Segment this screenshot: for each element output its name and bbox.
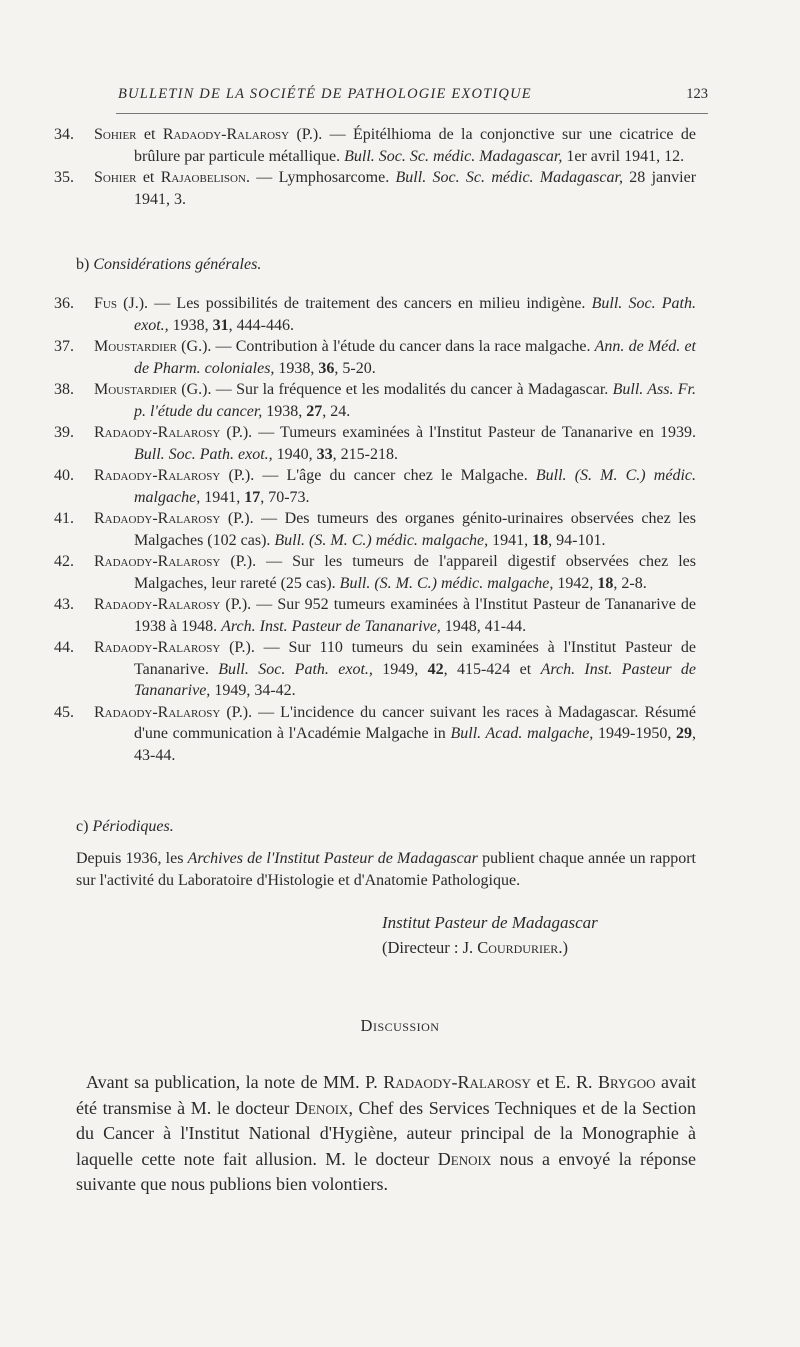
- signature-director: [382, 938, 568, 958]
- text-run: 18: [532, 531, 549, 549]
- text-run: Arch. Inst. Pasteur de Tananarive,: [134, 660, 697, 699]
- text-run: , 444-446.: [228, 316, 294, 334]
- text-run: Ann. de Méd. et de Pharm. coloniales,: [134, 338, 696, 377]
- reference-number: 42.: [54, 553, 74, 570]
- subheading-c: [76, 818, 174, 836]
- reference-item: [54, 336, 696, 379]
- text-run: Moustardier: [94, 381, 178, 398]
- text-run: 29: [676, 725, 693, 742]
- reference-item: [54, 551, 696, 594]
- reference-list-a: [54, 124, 696, 210]
- text-run: Radaody-Ralarosy: [94, 703, 221, 721]
- text-run: Radaody-Ralarosy: [383, 1072, 531, 1092]
- text-run: (P.). — Tumeurs examinées à l'Institut Pasteur de Tananarive en 1939.: [220, 424, 696, 441]
- reference-number: 41.: [54, 510, 74, 527]
- text-run: Radaody-Ralarosy: [94, 553, 221, 570]
- reference-list-b: [54, 293, 696, 766]
- text-run: Avant sa publication, la note de MM. P.: [86, 1072, 384, 1092]
- running-header: [116, 86, 708, 110]
- subheading-c-text: Périodiques.: [92, 818, 174, 835]
- reference-item: [54, 465, 696, 508]
- subheading-b-prefix: b): [76, 256, 94, 273]
- text-run: Denoix: [295, 1097, 349, 1118]
- text-run: 1940,: [272, 445, 317, 463]
- text-run: (P.). — Épitélhioma de la conjonctive sur une cicatrice de brûlure par particule métallique.: [134, 126, 697, 165]
- reference-number: 38.: [54, 381, 74, 398]
- text-run: publient chaque année un rapport sur l'activité du Laboratoire d'Histologie et d'Anatomie Pathologique.: [76, 850, 696, 889]
- reference-number: 36.: [54, 295, 74, 312]
- text-run: et E. R.: [530, 1072, 598, 1092]
- text-run: Fus: [94, 295, 117, 312]
- text-run: Bull. Soc. Path. exot.,: [218, 660, 373, 678]
- text-run: Denoix: [437, 1148, 492, 1169]
- reference-text: [94, 379, 696, 422]
- text-run: 1938,: [168, 316, 213, 334]
- reference-item: [54, 124, 696, 167]
- text-run: , 24.: [322, 402, 351, 420]
- text-run: Radaody-Ralarosy: [94, 510, 221, 527]
- reference-item: [54, 293, 696, 336]
- text-run: Rajaobelison: [160, 169, 246, 186]
- subheading-b: [76, 256, 261, 274]
- text-run: (P.). — Des tumeurs des organes génito-urinaires observées chez les Malgaches (102 cas).: [134, 510, 696, 549]
- reference-item: [54, 637, 696, 702]
- text-run: , 43-44.: [134, 725, 697, 764]
- text-run: 17: [244, 488, 261, 506]
- reference-number: 43.: [54, 596, 74, 613]
- director-prefix: (Directeur : J.: [382, 938, 478, 957]
- discussion-title: Discussion: [360, 1016, 440, 1035]
- text-run: Radaody-Ralarosy: [94, 467, 221, 484]
- text-run: Moustardier: [94, 338, 178, 355]
- text-run: . — Lymphosarcome.: [245, 169, 396, 186]
- reference-text: [94, 465, 696, 508]
- text-run: Depuis 1936, les: [76, 850, 188, 867]
- text-run: Bull. Soc. Sc. médic. Madagascar,: [395, 169, 623, 186]
- text-run: Arch. Inst. Pasteur de Tananarive,: [221, 617, 441, 635]
- text-run: , 94-101.: [548, 531, 606, 549]
- text-run: 27: [306, 402, 323, 420]
- text-run: Radaody-Ralarosy: [162, 126, 290, 143]
- text-run: 1941,: [200, 488, 245, 506]
- text-run: 36: [318, 359, 335, 377]
- text-run: 1942,: [553, 574, 598, 592]
- text-run: 33: [316, 445, 333, 463]
- text-run: avait été transmise à M. le docteur: [76, 1072, 697, 1118]
- text-run: 28 janvier 1941, 3.: [134, 169, 697, 208]
- reference-number: 45.: [54, 703, 74, 721]
- subheading-b-text: Considérations générales.: [93, 256, 262, 273]
- closing-paragraph: [76, 1070, 696, 1198]
- text-run: 1er avril 1941, 12.: [562, 147, 685, 165]
- reference-text: [94, 167, 696, 210]
- reference-number: 39.: [54, 424, 74, 441]
- reference-text: [94, 702, 696, 767]
- reference-number: 37.: [54, 338, 74, 355]
- reference-text: [94, 551, 696, 594]
- text-run: 1941,: [488, 531, 533, 549]
- text-run: Radaody-Ralarosy: [94, 424, 221, 441]
- text-run: , 215-218.: [332, 445, 398, 463]
- text-run: 1948, 41-44.: [440, 617, 527, 635]
- text-run: , Chef des Services Techniques et de la Section du Cancer à l'Institut National d'Hygiène, auteur principal de la Monographie à laquelle cette note fait allusion. M. le docteur: [76, 1097, 696, 1169]
- text-run: 1938,: [262, 402, 307, 420]
- text-run: , 415-424 et: [443, 660, 541, 678]
- text-run: Bull. (S. M. C.) médic. malgache,: [339, 574, 554, 592]
- text-run: 31: [212, 316, 229, 334]
- text-run: Bull. Acad. malgache,: [450, 725, 594, 742]
- reference-item: [54, 508, 696, 551]
- text-run: Bull. (S. M. C.) médic. malgache,: [274, 531, 489, 549]
- reference-number: 44.: [54, 639, 74, 656]
- text-run: Bull. Soc. Path. exot.,: [134, 295, 696, 334]
- signature-institution: Institut Pasteur de Madagascar: [382, 913, 598, 932]
- reference-text: [94, 637, 696, 702]
- director-name: Courdurier: [477, 938, 559, 957]
- header-rule: [116, 113, 708, 114]
- text-run: , 70-73.: [260, 488, 310, 506]
- text-run: (P.). — Sur 952 tumeurs examinées à l'Institut Pasteur de Tananarive de 1938 à 1948.: [134, 596, 696, 635]
- reference-text: [94, 124, 696, 167]
- text-run: (G.). — Contribution à l'étude du cancer dans la race malgache.: [177, 338, 595, 355]
- subheading-c-prefix: c): [76, 818, 93, 835]
- journal-title: BULLETIN DE LA SOCIÉTÉ DE PATHOLOGIE EXOTIQUE: [118, 86, 532, 102]
- text-run: 1949, 34-42.: [210, 682, 296, 699]
- periodiques-paragraph: [76, 848, 696, 891]
- text-run: (J.). — Les possibilités de traitement des cancers en milieu indigène.: [116, 295, 592, 312]
- text-run: , 5-20.: [334, 359, 376, 377]
- reference-number: 35.: [54, 169, 74, 186]
- text-run: Brygoo: [598, 1072, 656, 1092]
- reference-item: [54, 379, 696, 422]
- director-suffix: .): [558, 938, 568, 957]
- reference-number: 34.: [54, 126, 74, 143]
- reference-number: 40.: [54, 467, 74, 484]
- reference-item: [54, 702, 696, 767]
- reference-text: [94, 422, 696, 465]
- reference-text: [94, 594, 696, 637]
- text-run: (P.). — L'incidence du cancer suivant les races à Madagascar. Résumé d'une communication à l'Académie Malgache in: [134, 703, 696, 742]
- text-run: Bull. (S. M. C.) médic. malgache,: [134, 467, 696, 506]
- text-run: 42: [427, 660, 444, 678]
- text-run: (P.). — Sur les tumeurs de l'appareil digestif observées chez les Malgaches, leur rareté (25 cas).: [134, 553, 696, 592]
- text-run: et: [136, 169, 161, 186]
- text-run: nous a envoyé la réponse suivante que nous publions bien volontiers.: [76, 1148, 696, 1194]
- text-run: (P.). — L'âge du cancer chez le Malgache.: [220, 467, 536, 484]
- text-run: Archives de l'Institut Pasteur de Madagascar: [187, 850, 478, 867]
- reference-text: [94, 508, 696, 551]
- text-run: 1938,: [274, 359, 319, 377]
- text-run: Radaody-Ralarosy: [94, 596, 221, 613]
- text-run: 1949,: [372, 660, 428, 678]
- reference-item: [54, 422, 696, 465]
- text-run: 1949-1950,: [593, 725, 677, 742]
- text-run: (P.). — Sur 110 tumeurs du sein examinées à l'Institut Pasteur de Tananarive.: [134, 639, 696, 678]
- text-run: et: [136, 126, 163, 143]
- text-run: Bull. Soc. Sc. médic. Madagascar,: [344, 147, 563, 165]
- text-run: Bull. Soc. Path. exot.,: [134, 445, 273, 463]
- reference-text: [94, 336, 696, 379]
- text-run: 18: [597, 574, 614, 592]
- text-run: Sohier: [94, 126, 137, 143]
- text-run: , 2-8.: [613, 574, 647, 592]
- text-run: Radaody-Ralarosy: [94, 639, 221, 656]
- text-run: Bull. Ass. Fr. p. l'étude du cancer,: [134, 381, 696, 420]
- reference-item: [54, 594, 696, 637]
- text-run: (G.). — Sur la fréquence et les modalités du cancer à Madagascar.: [177, 381, 613, 398]
- page-number: 123: [686, 86, 708, 102]
- text-run: Sohier: [94, 169, 137, 186]
- reference-item: [54, 167, 696, 210]
- reference-text: [94, 293, 696, 336]
